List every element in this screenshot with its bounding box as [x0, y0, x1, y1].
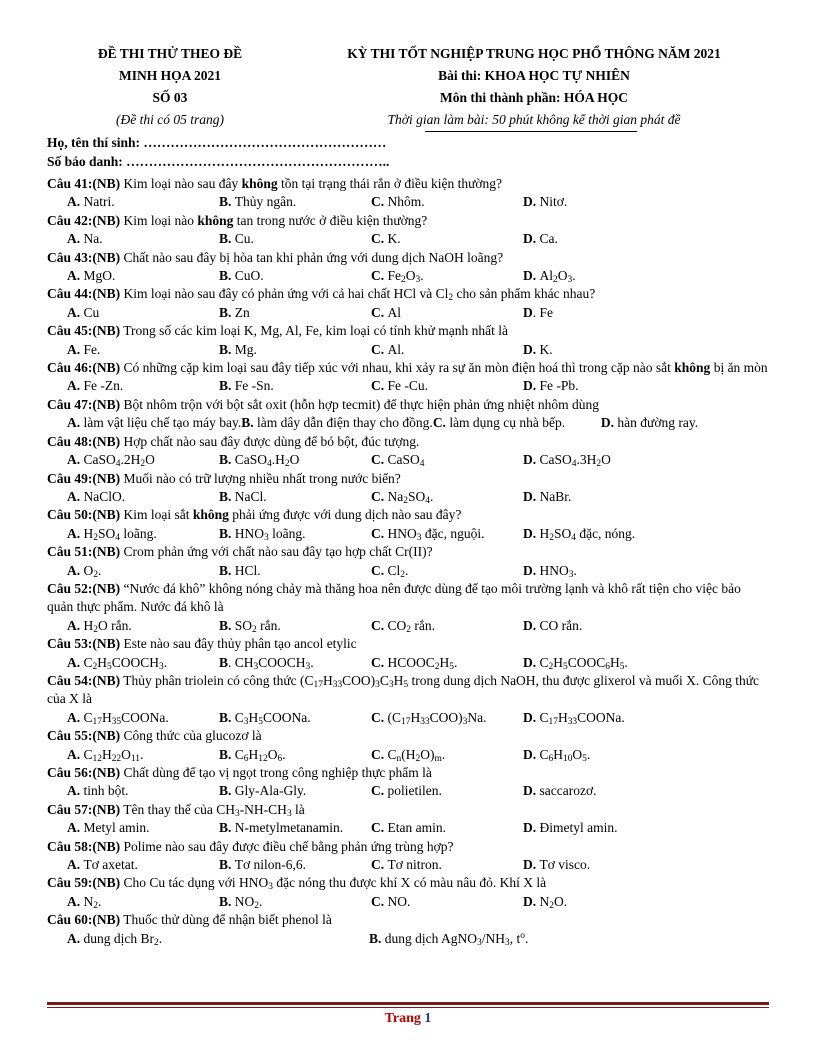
answer-option: B. $CaSO_4.H_2O$ — [219, 452, 300, 470]
answer-options — [47, 654, 769, 672]
answer-options — [47, 617, 769, 635]
answer-option: D. $HNO_3$. — [523, 562, 577, 580]
answer-option: C. $Cl_2$. — [371, 562, 409, 580]
answer-option: A. $C_{17}H_{35}COONa$. — [67, 709, 169, 727]
question-number: Câu 56:(NB) — [47, 765, 121, 780]
answer-option: A. Tơ axetat. — [67, 857, 138, 873]
question-49: Câu 49:(NB) Muối nào có trữ lượng nhiều nhất trong nước biển? — [47, 470, 401, 486]
answer-option: A. $H_2O$ rắn. — [67, 617, 132, 635]
answer-option: A. dung dịch $Br_2$. — [67, 930, 163, 948]
question-number: Câu 54:(NB) — [47, 672, 121, 688]
answer-options — [47, 377, 769, 395]
answer-option: A. làm vật liệu chế tạo máy bay. — [67, 415, 242, 431]
answer-option: B. N-metylmetanamin. — [219, 820, 344, 836]
question-number: Câu 57:(NB) — [47, 801, 121, 817]
answer-options — [47, 414, 769, 432]
page-count-note: (Đề thi có 05 trang) — [116, 112, 224, 127]
answer-option: B. HCl. — [219, 562, 261, 578]
question-51: Câu 51:(NB) Crom phản ứng với chất nào sau đây tạo hợp chất Cr(II)? — [47, 544, 433, 560]
answer-options — [47, 451, 769, 469]
question-58: Câu 58:(NB) Polime nào sau đây được điều chế bằng phản ứng trùng hợp? — [47, 838, 454, 854]
answer-option: B. $C_3H_5COONa$. — [219, 709, 311, 727]
answer-option: D. K. — [523, 341, 553, 357]
answer-options — [47, 230, 769, 248]
header-underline — [425, 131, 637, 132]
answer-option: A. Fe. — [67, 341, 101, 357]
question-60: Câu 60:(NB) Thuốc thử dùng để nhận biết phenol là — [47, 912, 332, 928]
answer-option: C. $Na_2SO_4$. — [371, 488, 434, 506]
answer-option: D. Đimetyl amin. — [523, 820, 618, 836]
answer-option: D. $Al_2O_3$. — [523, 268, 576, 286]
answer-option: B. Gly-Ala-Gly. — [219, 783, 307, 799]
answer-option: A. $N_2$. — [67, 893, 102, 911]
answer-options — [47, 341, 769, 359]
question-number: Câu 52:(NB) — [47, 580, 121, 596]
page-number — [0, 1011, 816, 1027]
answer-option: B. $C_6H_{12}O_6$. — [219, 746, 286, 764]
question-59: Câu 59:(NB) Cho Cu tác dụng với $HNO_3$ đặc nóng thu được khí X có màu nâu đỏ. Khí X là — [47, 875, 547, 893]
question-52: Câu 52:(NB) “Nước đá khô” không nóng chảy mà thăng hoa nên được dùng để tạo môi trường lạnh và khô rất tiện cho việc bảo quản thực phẩm. Nước đá khô là — [47, 580, 741, 615]
question-44: Câu 44:(NB) Kim loại nào sau đây có phản ứng với cả hai chất HCl và $Cl_2$ cho sản phẩm khác nhau? — [47, 286, 596, 304]
candidate-name-line: Họ, tên thí sinh: ……………………………………………… — [47, 135, 387, 150]
question-list — [47, 175, 769, 948]
answer-option: B. $CH_3COOCH_3$. — [219, 654, 314, 672]
question-50: Câu 50:(NB) Kim loại sắt không phải ứng được với dung dịch nào sau đây? — [47, 507, 462, 523]
candidate-number-line: Số báo danh: ………………………………………………….. — [47, 154, 390, 169]
question-number: Câu 53:(NB) — [47, 636, 121, 652]
question-54: Câu 54:(NB) Thủy phân triolein có công thức $(C_{17}H_{33}COO)_3C_3H_5$ trong dung dịch NaOH, thu được glixerol và muối X. Công thức của X là — [47, 672, 760, 707]
question-number: Câu 43:(NB) — [47, 249, 121, 265]
answer-option: B. $SO_2$ rắn. — [219, 617, 281, 635]
answer-option: C. làm dụng cụ nhà bếp. — [432, 415, 566, 431]
question-48: Câu 48:(NB) Hợp chất nào sau đây được dùng để bó bột, đúc tượng. — [47, 433, 420, 449]
page-label: Trang — [384, 1011, 425, 1026]
answer-option: A. $CaSO_4.2H_2O$ — [67, 452, 155, 470]
question-number: Câu 51:(NB) — [47, 544, 121, 560]
answer-option: A. Na. — [67, 231, 103, 247]
answer-option: D. hàn đường ray. — [600, 415, 699, 431]
answer-option: C. Nhôm. — [371, 194, 425, 210]
answer-option: A. $C_2H_5COOCH_3$. — [67, 654, 168, 672]
answer-option: C. polietilen. — [371, 783, 442, 799]
answer-options — [47, 856, 769, 874]
answer-option: D. Fe — [523, 304, 553, 320]
answer-option: C. K. — [371, 231, 401, 247]
answer-option: D. Ca. — [523, 231, 558, 247]
answer-option: C. $HCOOC_2H_5$. — [371, 654, 458, 672]
answer-options — [47, 746, 769, 764]
answer-option: B. Fe -Sn. — [219, 378, 274, 394]
answer-option: A. $O_2$. — [67, 562, 102, 580]
question-number: Câu 58:(NB) — [47, 838, 121, 854]
question-number: Câu 48:(NB) — [47, 433, 121, 449]
answer-option: B. Zn — [219, 304, 250, 320]
exam-subject-group: Bài thi: KHOA HỌC TỰ NHIÊN — [438, 68, 630, 83]
answer-option: B. Mg. — [219, 341, 257, 357]
exam-model: MINH HỌA 2021 — [118, 68, 221, 83]
question-47: Câu 47:(NB) Bột nhôm trộn với bột sắt oxit (hỗn hợp tecmit) để thực hiện phản ứng nhiệt nhôm dùng — [47, 396, 599, 412]
question-number: Câu 50:(NB) — [47, 507, 121, 523]
answer-option: D. Nitơ. — [523, 194, 568, 210]
answer-option: B. dung dịch $AgNO_3/NH_3$, $t^o$. — [369, 930, 529, 948]
answer-option: B. $NO_2$. — [219, 893, 263, 911]
answer-options — [47, 267, 769, 285]
answer-option: C. $C_n(H_2O)_m$. — [371, 746, 446, 764]
answer-option: B. CuO. — [219, 268, 264, 284]
exam-number: SỐ 03 — [152, 90, 188, 105]
answer-option: C. NO. — [371, 893, 411, 909]
answer-option: D. Tơ visco. — [523, 857, 591, 873]
answer-options — [47, 893, 769, 911]
answer-option: C. $HNO_3$ đặc, nguội. — [371, 525, 485, 543]
question-57: Câu 57:(NB) Tên thay thế của $CH_3-NH-CH_3$ là — [47, 801, 305, 819]
question-number: Câu 47:(NB) — [47, 396, 121, 412]
question-number: Câu 55:(NB) — [47, 728, 121, 744]
question-number: Câu 60:(NB) — [47, 912, 121, 928]
question-46: Câu 46:(NB) Có những cặp kim loại sau đây tiếp xúc với nhau, khi xảy ra sự ăn mòn điện hoá thì trong cặp nào sắt không bị ăn mòn — [47, 360, 768, 376]
answer-option: D. $CaSO_4.3H_2O$ — [523, 452, 611, 470]
question-number: Câu 59:(NB) — [47, 875, 121, 891]
answer-option: C. $Fe_2O_3$. — [371, 268, 424, 286]
answer-options — [47, 525, 769, 543]
question-55: Câu 55:(NB) Công thức của glucozơ là — [47, 728, 262, 744]
answer-option: A. tinh bột. — [67, 783, 129, 799]
answer-option: D. $H_2SO_4$ đặc, nóng. — [523, 525, 636, 543]
answer-option: B. $HNO_3$ loãng. — [219, 525, 306, 543]
answer-option: C. CaSO$_4$ — [371, 452, 425, 470]
answer-option: D. saccarozơ. — [523, 783, 597, 799]
question-56: Câu 56:(NB) Chất dùng để tạo vị ngọt trong công nghiệp thực phẩm là — [47, 765, 432, 780]
answer-option: A. Metyl amin. — [67, 820, 150, 836]
exam-type: ĐỀ THI THỬ THEO ĐỀ — [97, 46, 243, 61]
footer-rule-thin — [47, 1007, 769, 1008]
answer-options — [47, 709, 769, 727]
answer-option: A. Fe -Zn. — [67, 378, 124, 394]
answer-options — [47, 782, 769, 800]
answer-option: C. Etan amin. — [371, 820, 446, 836]
answer-option: B. Cu. — [219, 231, 254, 247]
answer-option: D. Fe -Pb. — [523, 378, 579, 394]
answer-option: D. $C_{17}H_{33}COONa$. — [523, 709, 625, 727]
answer-option: A. MgO. — [67, 268, 116, 284]
answer-options — [47, 193, 769, 211]
answer-option: C. $(C_{17}H_{33}COO)_3Na$. — [371, 709, 487, 727]
answer-option: B. Tơ nilon-6,6. — [219, 857, 307, 873]
question-41: Câu 41:(NB) Kim loại nào sau đây không tồn tại trạng thái rắn ở điều kiện thường? — [47, 176, 503, 191]
answer-option: A. $C_{12}H_{22}O_{11}$. — [67, 746, 144, 764]
answer-option: A. $H_2SO_4$ loãng. — [67, 525, 157, 543]
answer-options — [47, 930, 769, 948]
answer-option: B. làm dây dẫn điện thay cho đồng. — [241, 415, 433, 431]
exam-duration: Thời gian làm bài: 50 phút không kể thời gian phát đề — [387, 112, 681, 127]
question-number: Câu 49:(NB) — [47, 470, 121, 486]
question-number: Câu 44:(NB) — [47, 286, 121, 302]
answer-options — [47, 562, 769, 580]
answer-option: A. Cu — [67, 304, 100, 320]
answer-options — [47, 488, 769, 506]
exam-title: KỲ THI TỐT NGHIỆP TRUNG HỌC PHỔ THÔNG NĂM 2021 — [347, 46, 721, 61]
answer-option: D. $C_6H_{10}O_5$. — [523, 746, 591, 764]
answer-option: D. NaBr. — [523, 488, 572, 504]
page-value: 1 — [424, 1011, 432, 1026]
answer-option: C. $CO_2$ rắn. — [371, 617, 435, 635]
question-number: Câu 46:(NB) — [47, 360, 121, 376]
answer-option: B. Thủy ngân. — [219, 194, 297, 210]
question-42: Câu 42:(NB) Kim loại nào không tan trong nước ở điều kiện thường? — [47, 212, 428, 228]
question-number: Câu 41:(NB) — [47, 176, 121, 191]
answer-option: A. Natri. — [67, 194, 115, 210]
answer-option: C. Al — [371, 304, 401, 320]
question-53: Câu 53:(NB) Este nào sau đây thủy phân tạo ancol etylic — [47, 636, 357, 652]
question-number: Câu 42:(NB) — [47, 212, 121, 228]
answer-option: C. Tơ nitron. — [371, 857, 442, 873]
question-number: Câu 45:(NB) — [47, 323, 121, 339]
answer-option: D. $C_2H_5COOC_6H_5$. — [523, 654, 628, 672]
answer-option: B. NaCl. — [219, 488, 267, 504]
answer-option: C. Fe -Cu. — [371, 378, 428, 394]
answer-options — [47, 819, 769, 837]
answer-option: A. NaClO. — [67, 488, 126, 504]
exam-subject: Môn thi thành phần: HÓA HỌC — [440, 90, 628, 105]
question-43: Câu 43:(NB) Chất nào sau đây bị hòa tan khi phản ứng với dung dịch NaOH loãng? — [47, 249, 504, 265]
answer-option: D. $N_2O$. — [523, 893, 568, 911]
footer-rule-thick — [47, 1002, 769, 1005]
answer-option: C. Al. — [371, 341, 405, 357]
answer-option: D. CO rắn. — [523, 617, 583, 633]
question-45: Câu 45:(NB) Trong số các kim loại K, Mg, Al, Fe, kim loại có tính khử mạnh nhất là — [47, 323, 509, 339]
answer-options — [47, 304, 769, 322]
